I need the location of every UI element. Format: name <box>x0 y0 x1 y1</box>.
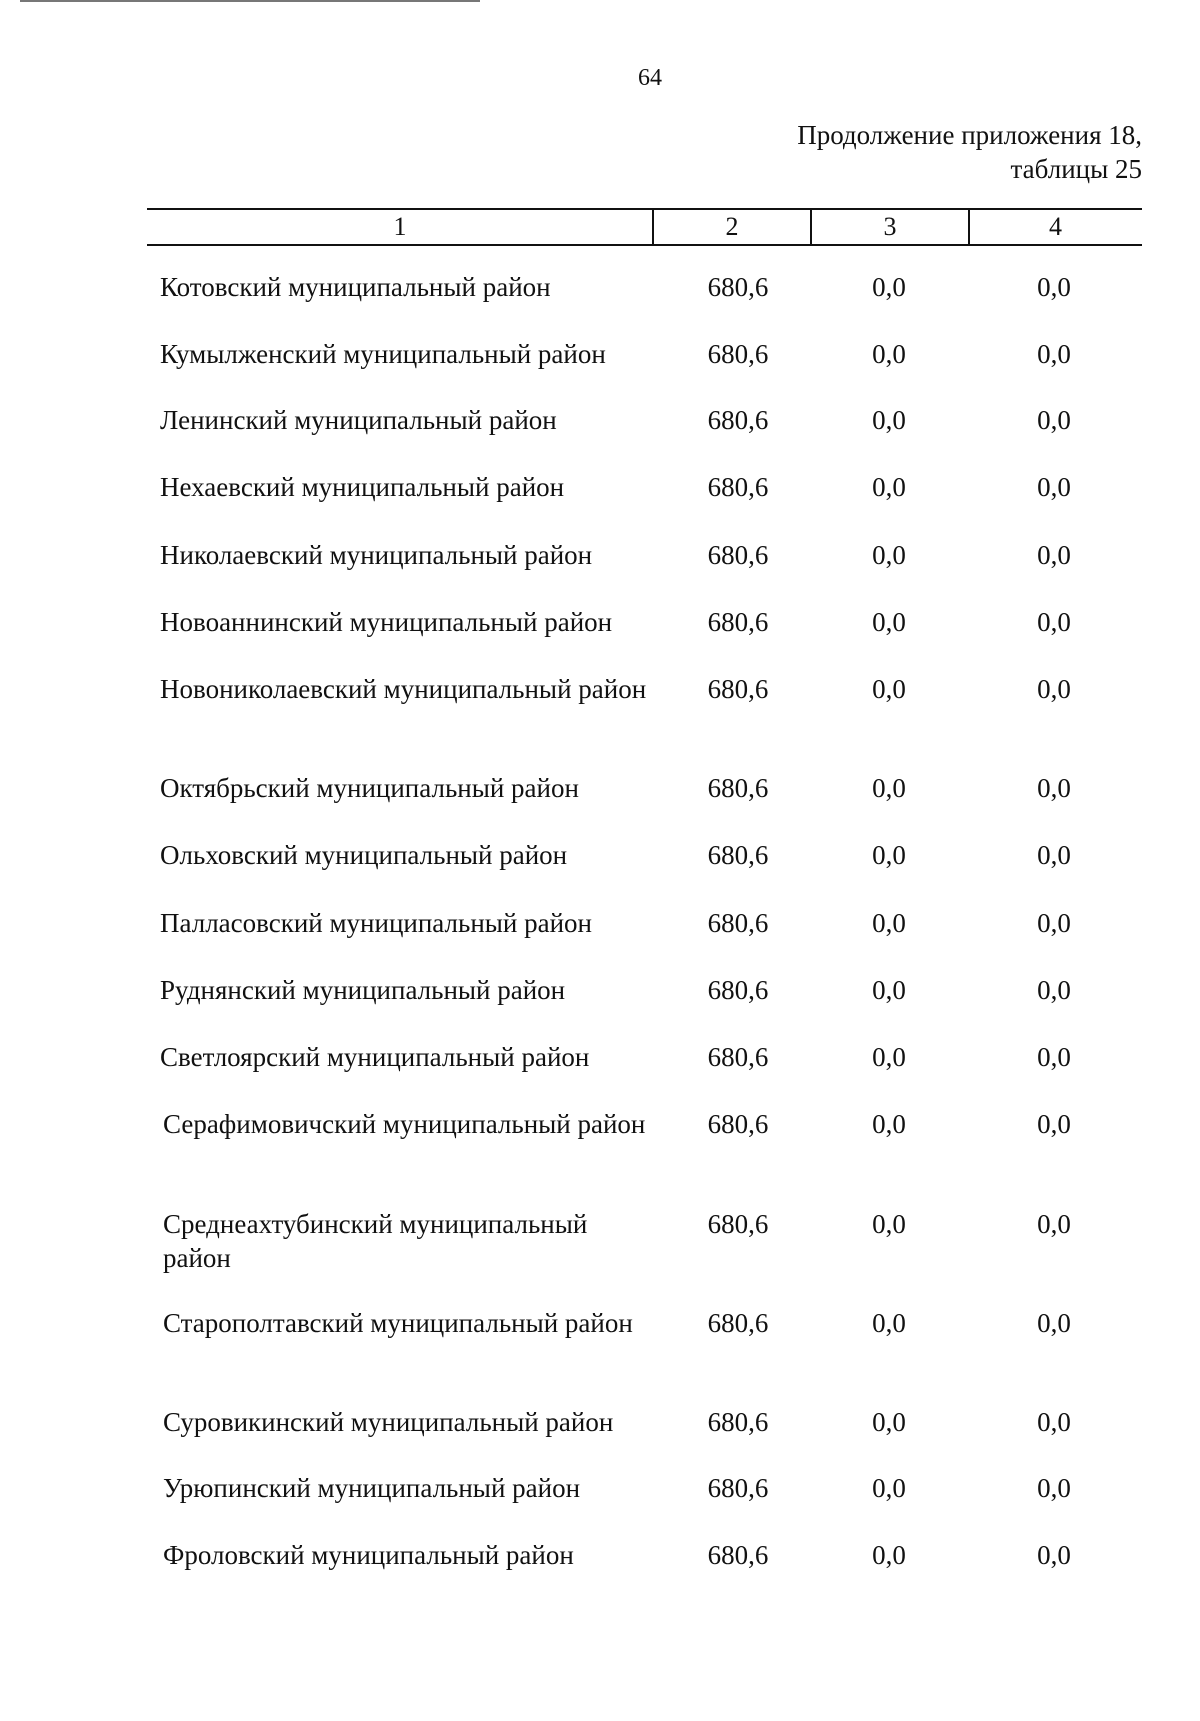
district-name: Кумылженский муниципальный район <box>160 339 606 369</box>
value-col-4: 0,0 <box>1037 908 1071 938</box>
district-name: Октябрьский муниципальный район <box>160 773 579 803</box>
value-col-3: 0,0 <box>872 339 906 369</box>
value-col-3: 0,0 <box>872 1042 906 1072</box>
value-col-4: 0,0 <box>1037 1473 1071 1503</box>
value-col-3: 0,0 <box>872 1540 906 1570</box>
page-number: 64 <box>638 65 662 91</box>
district-name: Суровикинский муниципальный район <box>163 1407 614 1437</box>
district-name: Новониколаевский муниципальный район <box>160 674 647 704</box>
column-header-1: 1 <box>393 212 407 241</box>
district-name: Светлоярский муниципальный район <box>160 1042 590 1072</box>
value-col-2: 680,6 <box>707 1042 769 1072</box>
value-col-3: 0,0 <box>872 1209 906 1239</box>
value-col-2: 680,6 <box>707 975 769 1005</box>
value-col-2: 680,6 <box>707 840 769 870</box>
value-col-2: 680,6 <box>707 272 769 302</box>
value-col-2: 680,6 <box>707 540 769 570</box>
district-name: Котовский муниципальный район <box>160 272 551 302</box>
value-col-3: 0,0 <box>872 272 906 302</box>
value-col-3: 0,0 <box>872 975 906 1005</box>
value-col-3: 0,0 <box>872 908 906 938</box>
district-name: Новоаннинский муниципальный район <box>160 607 613 637</box>
district-name: Нехаевский муниципальный район <box>160 472 565 502</box>
value-col-2: 680,6 <box>707 1473 769 1503</box>
value-col-4: 0,0 <box>1037 405 1071 435</box>
value-col-4: 0,0 <box>1037 272 1071 302</box>
value-col-3: 0,0 <box>872 607 906 637</box>
value-col-2: 680,6 <box>707 908 769 938</box>
continuation-line-2: таблицы 25 <box>1010 154 1142 184</box>
value-col-4: 0,0 <box>1037 840 1071 870</box>
value-col-4: 0,0 <box>1037 773 1071 803</box>
value-col-4: 0,0 <box>1037 1042 1071 1072</box>
value-col-3: 0,0 <box>872 840 906 870</box>
value-col-2: 680,6 <box>707 1109 769 1139</box>
column-header-4: 4 <box>1049 212 1062 241</box>
value-col-2: 680,6 <box>707 405 769 435</box>
value-col-3: 0,0 <box>872 674 906 704</box>
value-col-2: 680,6 <box>707 773 769 803</box>
column-header-2: 2 <box>725 212 739 241</box>
district-name: Старополтавский муниципальный район <box>163 1308 633 1338</box>
district-name: Руднянский муниципальный район <box>160 975 566 1005</box>
value-col-2: 680,6 <box>707 1540 769 1570</box>
value-col-4: 0,0 <box>1037 1209 1071 1239</box>
value-col-3: 0,0 <box>872 540 906 570</box>
value-col-4: 0,0 <box>1037 339 1071 369</box>
value-col-4: 0,0 <box>1037 975 1071 1005</box>
district-name: Палласовский муниципальный район <box>160 908 592 938</box>
value-col-3: 0,0 <box>872 405 906 435</box>
value-col-2: 680,6 <box>707 607 769 637</box>
value-col-2: 680,6 <box>707 1407 769 1437</box>
value-col-3: 0,0 <box>872 1109 906 1139</box>
value-col-4: 0,0 <box>1037 1407 1071 1437</box>
value-col-3: 0,0 <box>872 1407 906 1437</box>
district-name: Ольховский муниципальный район <box>160 840 568 870</box>
value-col-2: 680,6 <box>707 339 769 369</box>
value-col-2: 680,6 <box>707 472 769 502</box>
district-name: Фроловский муниципальный район <box>163 1540 574 1570</box>
value-col-4: 0,0 <box>1037 674 1071 704</box>
district-name: Среднеахтубинский муниципальный район <box>163 1209 588 1273</box>
continuation-line-1: Продолжение приложения 18, <box>797 120 1142 150</box>
district-name: Николаевский муниципальный район <box>160 540 593 570</box>
value-col-4: 0,0 <box>1037 472 1071 502</box>
value-col-4: 0,0 <box>1037 1109 1071 1139</box>
value-col-3: 0,0 <box>872 1473 906 1503</box>
value-col-2: 680,6 <box>707 1308 769 1338</box>
district-name: Ленинский муниципальный район <box>160 405 557 435</box>
value-col-4: 0,0 <box>1037 1308 1071 1338</box>
value-col-3: 0,0 <box>872 773 906 803</box>
value-col-4: 0,0 <box>1037 1540 1071 1570</box>
value-col-2: 680,6 <box>707 674 769 704</box>
district-name: Серафимовичский муниципальный район <box>163 1109 646 1139</box>
value-col-3: 0,0 <box>872 1308 906 1338</box>
value-col-4: 0,0 <box>1037 540 1071 570</box>
column-header-3: 3 <box>883 212 897 241</box>
value-col-3: 0,0 <box>872 472 906 502</box>
value-col-4: 0,0 <box>1037 607 1071 637</box>
district-name: Урюпинский муниципальный район <box>163 1473 581 1503</box>
value-col-2: 680,6 <box>707 1209 769 1239</box>
